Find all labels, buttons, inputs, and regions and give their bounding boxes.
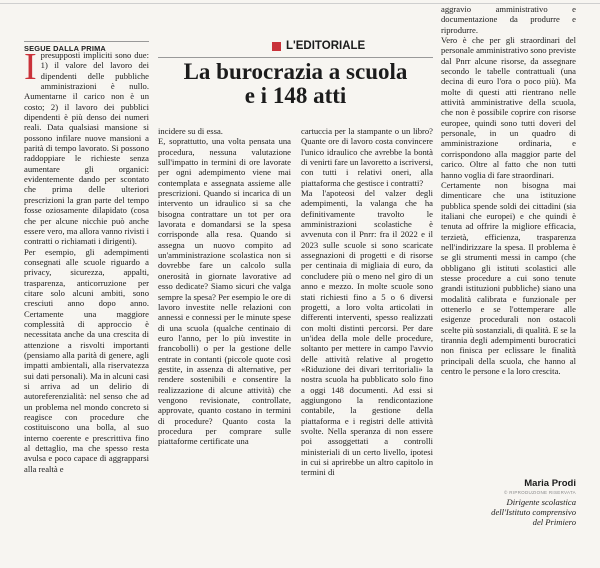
- headline-line-1: La burocrazia a scuola: [183, 59, 408, 84]
- paragraph: cartuccia per la stampante o un libro? Quante ore di lavoro costa convincere l'unico idraulico che avrebbe la bontà di venirti fare un lavoretto a iscriversi, con tutti i relativi oneri, alla piattaforma che gestisce i contratti?: [301, 126, 433, 188]
- section-tag: [272, 40, 365, 52]
- drop-cap: I: [24, 46, 37, 88]
- paragraph: Certamente non bisogna mai dimenticare che una istituzione pubblica spende soldi dei cittadini (sia italiani che europei) e che quindi è tenuta ad offrire la migliore efficacia, terzietà, efficienza, trasparenza nell'indirizzare la spesa. Il problema è se gli strumenti messi in campo (che obbligano gli istituti scolastici alle stesse procedure a cui sono tenute grandi istituzioni pubbliche) siano una modalità calibrata e funzionale per ottenerlo e se l'ottemperare alle esigenze procedurali non ostacoli scelte più sostanziali, di qualità. E se la tirannia degli adempimenti burocratici non finisca per eclissare le finalità principali della scuola, che hanno al centro le persone e la loro crescita.: [441, 179, 576, 377]
- author-role-line: Dirigente scolastica: [506, 497, 576, 507]
- author-role-line: del Primiero: [532, 517, 576, 528]
- lead-text: presupposti impliciti sono due: 1) il valore del lavoro dei dipendenti delle pubbliche amministrazioni è nullo. Aumentarne il carico non è un costo; 2) il lavoro dei pubblici dipendenti è più denso dei numeri reali. Data qualsiasi mansione si possono infilare nuove mansioni a parità di tempo lavorato. Si possono raddoppiare le richieste senza aumentare gli organici: evidentemente dando per scontato che prima delle ulteriori prescrizioni la gran parte del tempo fosse oziosamente dilapidato (cosa che per alcune nicchie può anche essere vero, ma allora vanno rivisti i contratti o richiamati i dirigenti).: [24, 50, 149, 247]
- copyright-note: © RIPRODUZIONE RISERVATA: [504, 490, 576, 495]
- section-label: L'EDITORIALE: [286, 40, 366, 52]
- paragraph: E, soprattutto, una volta pensata una procedura, nessuna valutazione sull'impatto in termini di ore lavorate per ogni adempimento viene mai contemplata e assegnata assieme alle prescrizioni. Quando si incarica di un intervento un idraulico si sa che bisogna contrattare un tot per ora lavorata e domandarsi se la spesa corrisponde alla resa. Quando si assegna un nuovo compito ad un'amministrazione scolastica non si dovrebbe fare un calcolo sulla onerosità in giornate lavorative ad esso dedicate? Siamo sicuri che valga sempre la spesa? Per esempio le ore di lavoro investite nelle relazioni con annessi e connessi per le minute spese di una scuola (qualche centinaio di euro l'anno, per lo più investite in francobolli) o per la gestione delle entrate in contanti (piccole quote così gestite, in assenza di alternative, per rendere sostenibili e consentire la realizzazione di alcune attività) che vengono revisionate, controllate, approvate, quanto costano in termini di procedure? Quanto costa la procedura per comprare sulle piattaforme certificate una: [158, 136, 291, 447]
- headline: [158, 60, 433, 108]
- paragraph: Per esempio, gli adempimenti consegnati alle scuole riguardo a privacy, sicurezza, appalti, trasparenza, anticorruzione per citare solo alcuni ambiti, sono cresciuti anno dopo anno. Certamente una maggiore complessità di approccio è necessitata anche da una crescita di attenzione a risvolti importanti (pensiamo alla parità di genere, agli impatti ambientali, alla riservatezza sui dati personali). Ma in alcuni casi si arriva ad un delirio di autoreferenzialità: nel senso che ad un problema nel mondo concreto si reagisce con procedure che costituiscono una bolla, al suo interno coerente e prescrittiva fino al dettaglio, ma che spesso resta avulsa e poco capace di aggrapparsi alla realtà e: [24, 246, 149, 474]
- paragraph: aggravio amministrativo e documentazione da produrre e riprodurre.: [441, 4, 576, 35]
- headline-line-2: e i 148 atti: [244, 83, 347, 108]
- paragraph: Ma l'apoteosi del valzer degli adempimenti, la valanga che ha definitivamente travolto le amministrazioni scolastiche è avvenuta con il Pnrr: fra il 2022 e il 2023 sulle scuole si sono scaricate assegnazioni di progetti e di risorse per centinaia di migliaia di euro, da concludere più o meno nel giro di un anno e mezzo. In molte scuole sono stati richiesti fino a 5 o 6 diversi progetti, a loro volta articolati in differenti interventi, spesso realizzati con molti distinti percorsi. Per dare un'idea della mole delle procedure, soltanto per mettere in campo l'avvio delle attività relative al progetto «Riduzione dei divari territoriali» la nostra scuola ha pubblicato solo fino a oggi 148 documenti. Ad essi si aggiungono la rendicontazione contabile, la gestione della piattaforma e i registri delle attività svolte. Nella speranza di non essere poi assoggettati a controlli ministeriali di un certo livello, ipotesi in cui si aprirebbe un altro capitolo in termini di: [301, 188, 433, 478]
- paragraph: incidere su di essa.: [158, 126, 223, 136]
- segue-label: SEGUE DALLA PRIMA: [24, 41, 149, 53]
- author-role-line: dell'Istituto comprensivo: [491, 507, 576, 518]
- author-role: [441, 497, 576, 528]
- red-square-icon: [272, 42, 281, 51]
- column-4: [441, 4, 576, 376]
- signature: [441, 478, 576, 528]
- section-rule: [158, 57, 433, 58]
- author-name: Maria Prodi: [524, 478, 576, 489]
- column-2: [158, 126, 291, 447]
- paragraph: Vero è che per gli straordinari del personale amministrativo sono previste dal Pnrr alcune risorse, da assegnare secondo le tabelle contrattuali (una decina di euro l'ora o poco più). Ma molte di questi atti rientrano nelle attività amministrative della scuola, che non è possibile coprire con risorse europee, quindi sono tutti doveri del personale, in un quadro di amministrazione ordinaria, e corrispondono alla maggior parte del carico. Oltre al fatto che non tutti hanno voglia di fare straordinari.: [441, 35, 576, 180]
- column-3: [301, 126, 433, 478]
